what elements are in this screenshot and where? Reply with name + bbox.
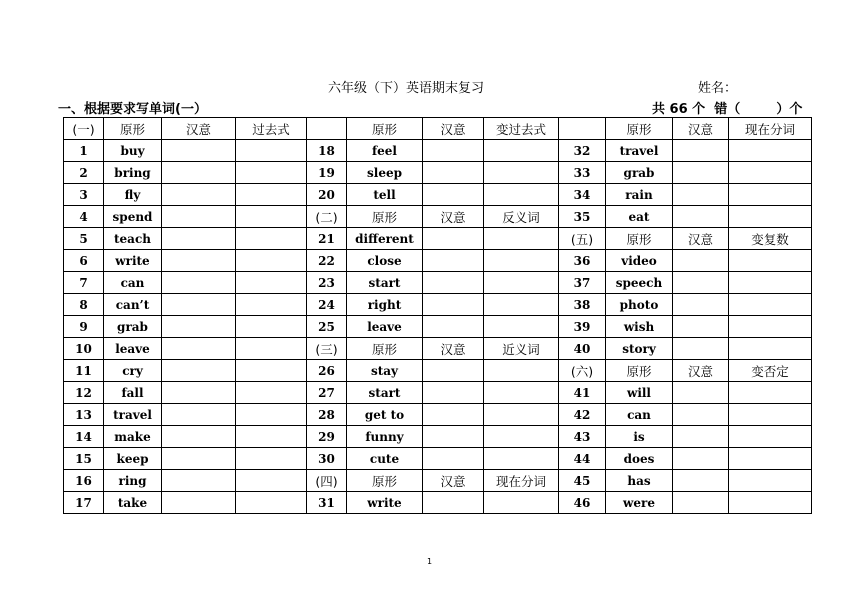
answer-cell[interactable] <box>162 250 236 272</box>
header-cell: (五) <box>559 228 606 250</box>
answer-cell[interactable] <box>236 140 307 162</box>
answer-cell[interactable] <box>729 250 812 272</box>
answer-cell[interactable] <box>484 184 559 206</box>
answer-cell[interactable] <box>162 338 236 360</box>
word-cell: is <box>606 426 673 448</box>
word-cell: story <box>606 338 673 360</box>
answer-cell[interactable] <box>729 338 812 360</box>
answer-cell[interactable] <box>673 492 729 514</box>
answer-cell[interactable] <box>162 470 236 492</box>
word-cell: leave <box>104 338 162 360</box>
word-cell: cute <box>347 448 423 470</box>
name-label: 姓名： <box>698 81 738 96</box>
table-row <box>64 404 812 426</box>
answer-cell[interactable] <box>162 382 236 404</box>
word-cell: travel <box>606 140 673 162</box>
answer-cell[interactable] <box>423 360 484 382</box>
word-cell: close <box>347 250 423 272</box>
word-cell: eat <box>606 206 673 228</box>
word-cell: sleep <box>347 162 423 184</box>
table-row <box>64 184 812 206</box>
table-row <box>64 272 812 294</box>
word-cell: 18 <box>307 140 347 162</box>
header-cell: 现在分词 <box>729 118 812 140</box>
word-cell: bring <box>104 162 162 184</box>
answer-cell[interactable] <box>484 272 559 294</box>
word-cell: wish <box>606 316 673 338</box>
header-cell: 反义词 <box>484 206 559 228</box>
answer-cell[interactable] <box>423 228 484 250</box>
answer-cell[interactable] <box>484 404 559 426</box>
word-cell: has <box>606 470 673 492</box>
answer-cell[interactable] <box>729 426 812 448</box>
header-cell: (一) <box>64 118 104 140</box>
table-row <box>64 118 812 140</box>
answer-cell[interactable] <box>236 294 307 316</box>
answer-cell[interactable] <box>423 140 484 162</box>
answer-cell[interactable] <box>729 206 812 228</box>
word-cell: grab <box>606 162 673 184</box>
answer-cell[interactable] <box>162 162 236 184</box>
word-cell: 1 <box>64 140 104 162</box>
word-cell: different <box>347 228 423 250</box>
word-cell: 26 <box>307 360 347 382</box>
header-cell: 原形 <box>606 228 673 250</box>
answer-cell[interactable] <box>423 404 484 426</box>
word-table <box>63 117 812 514</box>
answer-cell[interactable] <box>729 448 812 470</box>
word-cell: 30 <box>307 448 347 470</box>
answer-cell[interactable] <box>729 404 812 426</box>
answer-cell[interactable] <box>484 382 559 404</box>
word-cell: 41 <box>559 382 606 404</box>
word-cell: 42 <box>559 404 606 426</box>
header-cell: (四) <box>307 470 347 492</box>
header-cell: 汉意 <box>673 228 729 250</box>
word-cell: fly <box>104 184 162 206</box>
answer-cell[interactable] <box>236 360 307 382</box>
word-cell: 43 <box>559 426 606 448</box>
word-cell: can’t <box>104 294 162 316</box>
header-cell: 变过去式 <box>484 118 559 140</box>
table-row <box>64 294 812 316</box>
word-cell: travel <box>104 404 162 426</box>
word-cell: spend <box>104 206 162 228</box>
answer-cell[interactable] <box>236 250 307 272</box>
header-cell: 现在分词 <box>484 470 559 492</box>
answer-cell[interactable] <box>162 206 236 228</box>
answer-cell[interactable] <box>423 492 484 514</box>
answer-cell[interactable] <box>673 294 729 316</box>
word-cell: buy <box>104 140 162 162</box>
word-cell: 6 <box>64 250 104 272</box>
answer-cell[interactable] <box>236 448 307 470</box>
table-row <box>64 426 812 448</box>
table-row <box>64 338 812 360</box>
answer-cell[interactable] <box>423 448 484 470</box>
word-cell: 40 <box>559 338 606 360</box>
header-cell: 汉意 <box>423 206 484 228</box>
answer-cell[interactable] <box>162 294 236 316</box>
answer-cell[interactable] <box>729 140 812 162</box>
word-cell: teach <box>104 228 162 250</box>
header-cell: (六) <box>559 360 606 382</box>
word-cell: 14 <box>64 426 104 448</box>
word-cell: were <box>606 492 673 514</box>
word-cell: 24 <box>307 294 347 316</box>
answer-cell[interactable] <box>673 426 729 448</box>
answer-cell[interactable] <box>484 426 559 448</box>
answer-cell[interactable] <box>729 382 812 404</box>
answer-cell[interactable] <box>484 140 559 162</box>
header-cell: 近义词 <box>484 338 559 360</box>
answer-cell[interactable] <box>729 316 812 338</box>
word-cell: 16 <box>64 470 104 492</box>
table-row <box>64 448 812 470</box>
answer-cell[interactable] <box>236 470 307 492</box>
answer-cell[interactable] <box>673 272 729 294</box>
word-cell: 39 <box>559 316 606 338</box>
answer-cell[interactable] <box>236 228 307 250</box>
answer-cell[interactable] <box>673 338 729 360</box>
word-cell: 38 <box>559 294 606 316</box>
word-cell: 10 <box>64 338 104 360</box>
word-cell: make <box>104 426 162 448</box>
word-cell: speech <box>606 272 673 294</box>
answer-cell[interactable] <box>484 162 559 184</box>
word-cell: 21 <box>307 228 347 250</box>
word-cell: ring <box>104 470 162 492</box>
answer-cell[interactable] <box>236 206 307 228</box>
header-cell: 汉意 <box>423 470 484 492</box>
table-row <box>64 140 812 162</box>
word-cell: 22 <box>307 250 347 272</box>
answer-cell[interactable] <box>236 492 307 514</box>
answer-cell[interactable] <box>673 316 729 338</box>
header-cell: 汉意 <box>673 118 729 140</box>
answer-cell[interactable] <box>484 492 559 514</box>
word-cell: write <box>104 250 162 272</box>
word-cell: rain <box>606 184 673 206</box>
answer-cell[interactable] <box>673 162 729 184</box>
word-table-body <box>64 118 812 514</box>
table-row <box>64 492 812 514</box>
word-cell: leave <box>347 316 423 338</box>
page-title: 六年级（下）英语期末复习 <box>328 81 485 96</box>
answer-cell[interactable] <box>236 162 307 184</box>
page-number: 1 <box>427 557 433 566</box>
answer-cell[interactable] <box>162 316 236 338</box>
answer-cell[interactable] <box>673 382 729 404</box>
word-cell: 19 <box>307 162 347 184</box>
word-cell: does <box>606 448 673 470</box>
table-row <box>64 162 812 184</box>
answer-cell[interactable] <box>673 184 729 206</box>
word-cell: video <box>606 250 673 272</box>
table-row <box>64 316 812 338</box>
answer-cell[interactable] <box>162 228 236 250</box>
answer-cell[interactable] <box>307 118 347 140</box>
word-cell: 17 <box>64 492 104 514</box>
table-row <box>64 250 812 272</box>
word-cell: 5 <box>64 228 104 250</box>
word-cell: 7 <box>64 272 104 294</box>
answer-cell[interactable] <box>484 228 559 250</box>
table-row <box>64 228 812 250</box>
word-cell: start <box>347 382 423 404</box>
answer-cell[interactable] <box>729 470 812 492</box>
header-cell: 汉意 <box>423 338 484 360</box>
table-row <box>64 382 812 404</box>
word-cell: 33 <box>559 162 606 184</box>
answer-cell[interactable] <box>484 294 559 316</box>
header-cell: 原形 <box>606 118 673 140</box>
header-cell: 原形 <box>104 118 162 140</box>
answer-cell[interactable] <box>162 272 236 294</box>
answer-cell[interactable] <box>729 272 812 294</box>
header-cell: 原形 <box>347 338 423 360</box>
word-cell: feel <box>347 140 423 162</box>
answer-cell[interactable] <box>162 140 236 162</box>
answer-cell[interactable] <box>236 338 307 360</box>
answer-cell[interactable] <box>423 272 484 294</box>
answer-cell[interactable] <box>559 118 606 140</box>
word-cell: 13 <box>64 404 104 426</box>
header-cell: 原形 <box>347 206 423 228</box>
word-cell: 8 <box>64 294 104 316</box>
header-cell: 汉意 <box>673 360 729 382</box>
header-cell: (三) <box>307 338 347 360</box>
word-cell: 12 <box>64 382 104 404</box>
answer-cell[interactable] <box>673 448 729 470</box>
word-cell: 28 <box>307 404 347 426</box>
answer-cell[interactable] <box>162 448 236 470</box>
answer-cell[interactable] <box>729 492 812 514</box>
word-cell: 35 <box>559 206 606 228</box>
word-cell: 3 <box>64 184 104 206</box>
word-cell: photo <box>606 294 673 316</box>
header-cell: 原形 <box>606 360 673 382</box>
word-cell: 36 <box>559 250 606 272</box>
word-cell: 11 <box>64 360 104 382</box>
table-row <box>64 360 812 382</box>
header-cell: 原形 <box>347 470 423 492</box>
answer-cell[interactable] <box>484 448 559 470</box>
header-cell: 汉意 <box>423 118 484 140</box>
word-cell: take <box>104 492 162 514</box>
header-cell: 变复数 <box>729 228 812 250</box>
answer-cell[interactable] <box>423 426 484 448</box>
word-cell: 25 <box>307 316 347 338</box>
word-cell: tell <box>347 184 423 206</box>
answer-cell[interactable] <box>423 294 484 316</box>
word-cell: start <box>347 272 423 294</box>
answer-cell[interactable] <box>423 162 484 184</box>
word-cell: 2 <box>64 162 104 184</box>
score-line: 共 66 个 错（ ）个 <box>652 102 803 117</box>
header-cell: 变否定 <box>729 360 812 382</box>
word-cell: keep <box>104 448 162 470</box>
answer-cell[interactable] <box>484 250 559 272</box>
answer-cell[interactable] <box>484 360 559 382</box>
word-cell: 44 <box>559 448 606 470</box>
word-cell: grab <box>104 316 162 338</box>
word-cell: 9 <box>64 316 104 338</box>
word-cell: right <box>347 294 423 316</box>
word-cell: 27 <box>307 382 347 404</box>
answer-cell[interactable] <box>673 250 729 272</box>
answer-cell[interactable] <box>236 184 307 206</box>
answer-cell[interactable] <box>236 272 307 294</box>
header-cell: (二) <box>307 206 347 228</box>
answer-cell[interactable] <box>423 250 484 272</box>
header-cell: 过去式 <box>236 118 307 140</box>
header-cell: 原形 <box>347 118 423 140</box>
answer-cell[interactable] <box>236 404 307 426</box>
answer-cell[interactable] <box>162 426 236 448</box>
answer-cell[interactable] <box>729 294 812 316</box>
header-cell: 汉意 <box>162 118 236 140</box>
answer-cell[interactable] <box>162 492 236 514</box>
answer-cell[interactable] <box>236 382 307 404</box>
word-cell: 20 <box>307 184 347 206</box>
word-cell: 37 <box>559 272 606 294</box>
answer-cell[interactable] <box>423 184 484 206</box>
word-cell: get to <box>347 404 423 426</box>
answer-cell[interactable] <box>236 426 307 448</box>
table-row <box>64 470 812 492</box>
answer-cell[interactable] <box>729 162 812 184</box>
answer-cell[interactable] <box>162 184 236 206</box>
section-title: 一、根据要求写单词(一） <box>58 102 207 117</box>
answer-cell[interactable] <box>423 382 484 404</box>
answer-cell[interactable] <box>673 470 729 492</box>
word-cell: 23 <box>307 272 347 294</box>
answer-cell[interactable] <box>236 316 307 338</box>
answer-cell[interactable] <box>673 206 729 228</box>
word-cell: can <box>606 404 673 426</box>
answer-cell[interactable] <box>162 360 236 382</box>
word-cell: cry <box>104 360 162 382</box>
answer-cell[interactable] <box>423 316 484 338</box>
word-cell: 34 <box>559 184 606 206</box>
answer-cell[interactable] <box>484 316 559 338</box>
word-cell: 46 <box>559 492 606 514</box>
word-cell: 31 <box>307 492 347 514</box>
word-cell: 45 <box>559 470 606 492</box>
word-cell: fall <box>104 382 162 404</box>
word-cell: 32 <box>559 140 606 162</box>
word-cell: 29 <box>307 426 347 448</box>
answer-cell[interactable] <box>673 140 729 162</box>
answer-cell[interactable] <box>162 404 236 426</box>
word-cell: will <box>606 382 673 404</box>
answer-cell[interactable] <box>729 184 812 206</box>
table-row <box>64 206 812 228</box>
word-cell: 4 <box>64 206 104 228</box>
word-cell: write <box>347 492 423 514</box>
answer-cell[interactable] <box>673 404 729 426</box>
word-cell: 15 <box>64 448 104 470</box>
word-cell: funny <box>347 426 423 448</box>
word-cell: stay <box>347 360 423 382</box>
word-cell: can <box>104 272 162 294</box>
